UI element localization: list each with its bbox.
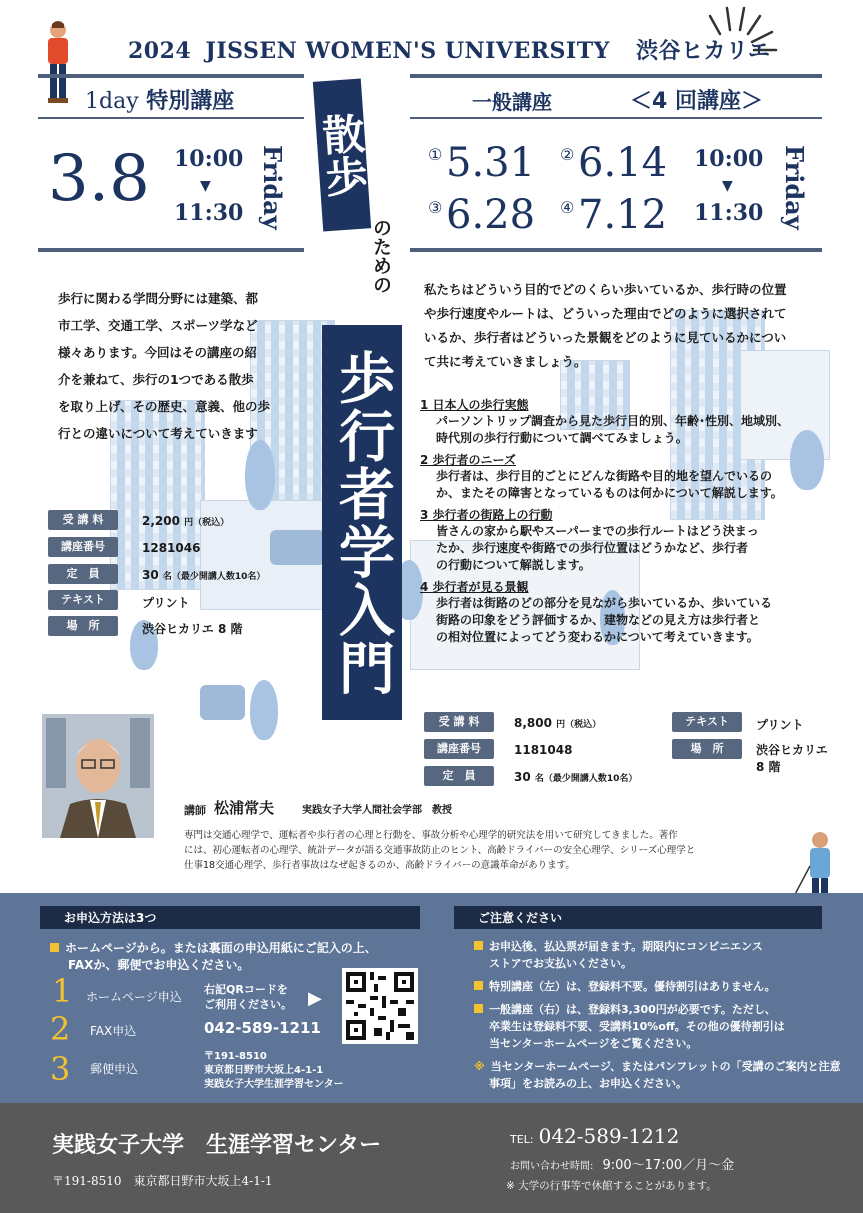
intro-line: 様々あります。今回はその講座の紹: [58, 345, 258, 360]
header-title: [128, 34, 771, 65]
divider: [410, 117, 822, 119]
method-web-detail: 右記QRコードを ご利用ください。: [204, 983, 292, 1011]
section-body: 歩行者は街路のどの部分を見ながら歩いているか、歩いている 街路の印象をどう評価するか、建物などの見え方は歩行者と の相対位置によってどう変わるかについて考えていきます。: [436, 596, 773, 644]
method-number: 1: [52, 972, 73, 1010]
divider: [38, 248, 304, 252]
note-item: お申込後、払込票が届きます。期限内にコンビニエンス: [474, 938, 844, 955]
down-arrow-icon: ▼: [722, 178, 733, 194]
title-top: 散歩: [315, 111, 370, 199]
info-label: テキスト: [672, 712, 742, 732]
footer-tel[interactable]: TEL: 042-589-1212: [510, 1124, 680, 1148]
note-item: ※ 当センターホームページ、またはパンフレットの「受講のご案内と注意: [474, 1060, 841, 1073]
section: [420, 451, 835, 502]
section-heading: 2 歩行者のニーズ: [420, 453, 516, 467]
intro-line: いるか、歩行者はどういった景観をどのように見ているかについ: [424, 330, 787, 345]
intro-line: て共に考えていきましょう。: [424, 354, 587, 369]
apply-lead: ホームページから。または裏面の申込用紙にご記入の上、 FAXか、郵便でお申込ください。: [50, 940, 377, 974]
footer-org: 実践女子大学 生涯学習センター: [52, 1132, 382, 1158]
title-middle: のための: [370, 218, 392, 294]
intro-line: 私たちはどういう目的でどのくらい歩いているか、歩行時の位置: [424, 282, 787, 297]
intro-line: や歩行速度やルートは、どういった理由でどのように選択されて: [424, 306, 787, 321]
bullet-icon: [50, 943, 59, 952]
intro-line: 歩行に関わる学問分野には建築、都: [58, 291, 259, 306]
info-value: 8,800 円（税込）: [514, 716, 602, 730]
info-value: 30 名（最少開講人数10名）: [514, 770, 638, 784]
note-item: 特別講座（左）は、登録料不要。優待割引はありません。: [474, 978, 844, 995]
intro-line: 市工学、交通工学、スポーツ学など: [58, 318, 258, 333]
special-intro: [58, 285, 308, 447]
bullet-icon: [474, 1004, 483, 1013]
info-value: 1281046: [142, 541, 201, 555]
date-number: ④: [560, 198, 575, 217]
title-main-box: [322, 325, 402, 720]
lecturer-name: 松浦常夫: [214, 799, 275, 817]
divider: [410, 74, 822, 78]
lecturer-bio: 専門は交通心理学で、運転者や歩行者の心理と行動を、事故分析や心理学的研究法を用いて研究してきました。著作 には、初心運転者の心理学、統計データが語る交通事故防止のヒント、高齢ドライバーの安全心理学、シリーズ心理学と 仕事18交通心理学、歩行者事故はなぜ起きるのか、高齢ドライバーの意識革命があります。: [184, 830, 696, 871]
general-day: Friday: [780, 145, 809, 230]
section: [420, 506, 835, 574]
intro-line: を取り上げ、その歴史、意義、他の歩: [58, 399, 271, 414]
special-date: 3.8: [48, 142, 150, 216]
method-mail: 郵便申込: [90, 1062, 139, 1076]
general-intro: [424, 278, 834, 374]
info-value: プリント: [756, 718, 804, 732]
footer-note: ※ 大学の行事等で休館することがあります。: [506, 1180, 717, 1192]
info-value: 渋谷ヒカリエ 8 階: [142, 622, 243, 636]
walking-person-icon: [40, 20, 76, 106]
section-heading: 3 歩行者の街路上の行動: [420, 508, 553, 522]
general-end-time: 11:30: [694, 200, 764, 226]
general-course-label: 一般講座: [472, 90, 552, 114]
info-label: 定 員: [424, 766, 494, 786]
title-top-box: [313, 79, 371, 232]
lecturer-photo: [42, 714, 154, 838]
footer-address: 〒191-8510 東京都日野市大坂上4-1-1: [52, 1174, 273, 1188]
fax-number: 042-589-1211: [204, 1019, 321, 1037]
general-date-2: 6.14: [578, 140, 668, 186]
general-date-1: 5.31: [446, 140, 536, 186]
info-label: 定 員: [48, 564, 118, 584]
method-web[interactable]: ホームページ申込: [86, 990, 182, 1004]
notes-title: ご注意ください: [454, 906, 822, 929]
header-venue: 渋谷ヒカリエ: [635, 38, 771, 64]
info-label: 場 所: [672, 739, 742, 759]
section: [420, 578, 835, 646]
qr-code[interactable]: [342, 968, 418, 1044]
down-arrow-icon: ▼: [200, 178, 211, 194]
lecturer-affiliation: 実践女子大学人間社会学部 教授: [302, 805, 452, 816]
course-sections: [420, 396, 835, 646]
notes-list: お申込後、払込票が届きます。期限内にコンビニエンス ストアでお支払いください。 特別講座（左）は、登録料不要。優待割引はありません。 一般講座（右）は、登録料3,300円が必要です。ただし、 卒業生は登録料不要、受講料10%off。その他の優待割引は 当センターホームページをご覧ください。 ※ 当センターホームページ、またはパンフレットの「受講のご案内と注意 事項」をお読みの上、お申込ください。: [474, 938, 844, 1092]
date-number: ③: [428, 198, 443, 217]
general-course-count: ＜4 回講座＞: [630, 89, 763, 114]
special-course-label: 1day 特別講座: [85, 89, 235, 114]
divider: [38, 74, 304, 78]
intro-line: 介を兼ねて、歩行の1つである散歩: [58, 372, 254, 387]
section-heading: 4 歩行者が見る景観: [420, 580, 529, 594]
method-fax: FAX申込: [90, 1024, 137, 1038]
section-body: 皆さんの家から駅やスーパーまでの歩行ルートはどう決まっ たか、歩行速度や街路での歩行位置はどうかなど、歩行者 の行動について解説します。: [436, 524, 759, 572]
special-start-time: 10:00: [174, 146, 244, 172]
info-label: テキスト: [48, 590, 118, 610]
general-date-4: 7.12: [578, 192, 668, 238]
title-main: 歩行者学入門: [330, 348, 395, 697]
info-value: 渋谷ヒカリエ 8 階: [756, 743, 828, 774]
divider: [410, 248, 822, 252]
footer-hours: お問い合わせ時間: 9:00～17:00／月～金: [510, 1158, 735, 1173]
info-label: 場 所: [48, 616, 118, 636]
info-label: 講座番号: [48, 537, 118, 557]
lecturer-role: 講師: [184, 804, 206, 817]
method-number: 2: [50, 1010, 71, 1048]
info-label: 講座番号: [424, 739, 494, 759]
info-label: 受 講 料: [424, 712, 494, 732]
method-number: 3: [50, 1050, 71, 1088]
info-value: 1181048: [514, 743, 573, 757]
bullet-icon: [474, 981, 483, 990]
info-value: 2,200 円（税込）: [142, 514, 230, 528]
divider: [38, 117, 304, 119]
info-value: プリント: [142, 596, 190, 610]
header-university: JISSEN WOMEN'S UNIVERSITY: [205, 38, 610, 64]
special-day: Friday: [258, 145, 287, 230]
arrow-right-icon: ▶: [308, 988, 322, 1009]
apply-title: お申込方法は3つ: [40, 906, 420, 929]
bullet-icon: [474, 941, 483, 950]
intro-line: 行との違いについて考えていきます: [58, 426, 258, 441]
date-number: ②: [560, 145, 575, 164]
info-label: 受 講 料: [48, 510, 118, 530]
general-start-time: 10:00: [694, 146, 764, 172]
header-year: 2024: [128, 38, 192, 64]
note-item: 一般講座（右）は、登録料3,300円が必要です。ただし、: [474, 1001, 844, 1018]
date-number: ①: [428, 145, 443, 164]
special-end-time: 11:30: [174, 200, 244, 226]
section-body: パーソントリップ調査から見た歩行目的別、年齢･性別、地域別、 時代別の歩行行動について調べてみましょう。: [436, 414, 790, 445]
info-value: 30 名（最少開講人数10名）: [142, 568, 266, 582]
general-date-3: 6.28: [446, 192, 536, 238]
section-heading: 1 日本人の歩行実態: [420, 398, 529, 412]
mail-address: 〒191-8510 東京都日野市大坂上4-1-1 実践女子大学生涯学習センター: [204, 1051, 344, 1090]
section: [420, 396, 835, 447]
section-body: 歩行者は、歩行目的ごとにどんな街路や目的地を望んでいるの か、またその障害となっているものは何かについて解説します。: [436, 469, 783, 500]
